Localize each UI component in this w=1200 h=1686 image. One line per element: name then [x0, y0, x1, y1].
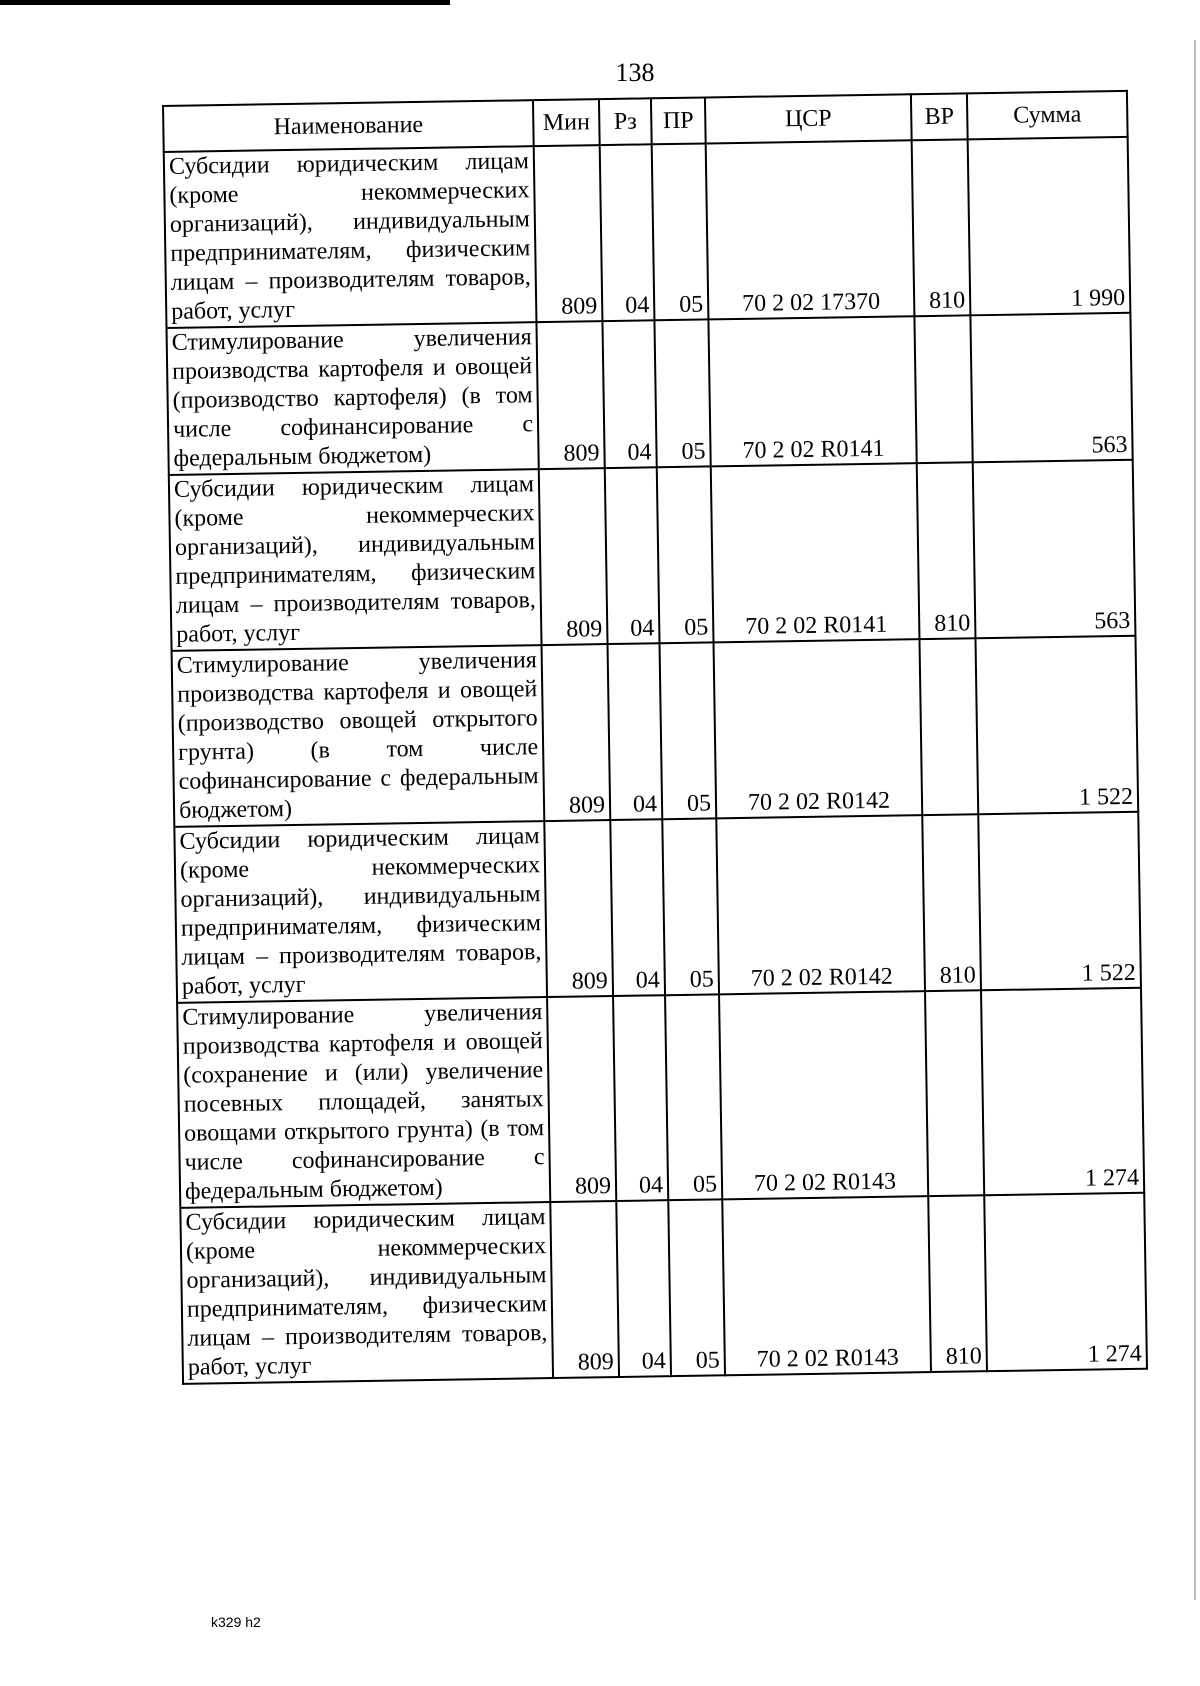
row-vr: 810 — [922, 814, 981, 991]
row-name: Субсидии юридическим лицам (кроме некоммерческих организаций), индивидуальным предпринимателям, физическим лицам – производителям товаров, работ, услуг — [174, 821, 547, 1003]
row-sum: 1 274 — [981, 988, 1144, 1195]
row-csr: 70 2 02 R0141 — [708, 316, 916, 466]
row-name: Стимулирование увеличения производства картофеля и овощей (сохранение и (или) увеличение посевных площадей, занятых овощами открытого грунта) (в том числе софинансирование с федеральным бюджетом) — [177, 997, 550, 1208]
row-csr: 70 2 02 R0143 — [719, 991, 928, 1199]
row-pr: 05 — [665, 994, 722, 1200]
row-csr: 70 2 02 R0143 — [722, 1196, 931, 1375]
row-rz: 04 — [610, 819, 665, 996]
row-min: 809 — [550, 1201, 619, 1378]
row-rz: 04 — [605, 467, 660, 644]
header-name: Наименование — [163, 100, 534, 152]
row-sum: 1 522 — [975, 636, 1138, 814]
row-min: 809 — [544, 820, 613, 997]
row-sum: 563 — [973, 460, 1136, 638]
row-sum: 563 — [970, 313, 1132, 462]
row-vr — [919, 638, 978, 815]
row-name: Субсидии юридическим лицам (кроме некоммерческих организаций), индивидуальным предпринимателям, физическим лицам – производителям товаров, работ, услуг — [180, 1202, 553, 1384]
row-sum: 1 274 — [984, 1193, 1147, 1371]
budget-table-container — [162, 90, 1146, 1385]
row-pr: 05 — [657, 466, 714, 643]
table-row — [169, 460, 1136, 651]
table-row — [180, 1193, 1147, 1384]
row-rz: 04 — [616, 1200, 671, 1377]
row-name: Стимулирование увеличения производства картофеля и овощей (производство картофеля) (в том числе софинансирование с федеральным бюджетом) — [167, 322, 539, 475]
row-pr: 05 — [652, 143, 709, 320]
table-row — [174, 812, 1141, 1003]
header-sum: Сумма — [967, 91, 1128, 140]
row-min: 809 — [534, 145, 603, 322]
row-vr: 810 — [928, 1195, 987, 1372]
row-vr: 810 — [917, 462, 976, 639]
row-vr — [925, 990, 984, 1196]
row-rz: 04 — [600, 144, 655, 321]
table-row — [177, 988, 1144, 1208]
row-min: 809 — [542, 644, 611, 821]
header-pr: ПР — [651, 97, 706, 144]
row-csr: 70 2 02 R0142 — [714, 639, 923, 818]
row-sum: 1 522 — [978, 812, 1141, 990]
table-body — [164, 137, 1147, 1384]
row-csr: 70 2 02 17370 — [706, 140, 915, 319]
row-csr: 70 2 02 R0141 — [711, 463, 920, 642]
scan-edge-line — [1194, 40, 1196, 1600]
footer-code: k329 h2 — [211, 1614, 261, 1630]
row-csr: 70 2 02 R0142 — [716, 815, 925, 994]
row-pr: 05 — [654, 319, 710, 467]
header-vr: ВР — [911, 93, 968, 140]
row-rz: 04 — [602, 320, 656, 468]
table-row — [167, 313, 1133, 475]
row-vr — [914, 315, 972, 463]
row-min: 809 — [547, 996, 616, 1202]
header-csr: ЦСР — [705, 94, 912, 143]
row-pr: 05 — [660, 642, 717, 819]
budget-table — [162, 90, 1148, 1385]
row-vr: 810 — [912, 139, 971, 316]
row-name: Субсидии юридическим лицам (кроме некоммерческих организаций), индивидуальным предпринимателям, физическим лицам – производителям товаров, работ, услуг — [169, 469, 542, 651]
header-rz: Рз — [599, 98, 652, 145]
page-number: 138 — [615, 58, 655, 87]
row-name: Субсидии юридическим лицам (кроме некоммерческих организаций), индивидуальным предпринимателям, физическим лицам – производителям товаров, работ, услуг — [164, 146, 537, 328]
header-min: Мин — [533, 99, 600, 146]
row-rz: 04 — [613, 995, 668, 1201]
table-row — [164, 137, 1131, 328]
table-row — [172, 636, 1139, 827]
row-pr: 05 — [662, 818, 719, 995]
top-edge-rule — [0, 0, 450, 5]
row-name: Стимулирование увеличения производства картофеля и овощей (производство овощей открытого грунта) (в том числе софинансирование с федеральным бюджетом) — [172, 645, 545, 827]
row-sum: 1 990 — [968, 137, 1131, 315]
row-rz: 04 — [608, 643, 663, 820]
row-pr: 05 — [668, 1199, 725, 1376]
row-min: 809 — [536, 321, 604, 469]
row-min: 809 — [539, 468, 608, 645]
